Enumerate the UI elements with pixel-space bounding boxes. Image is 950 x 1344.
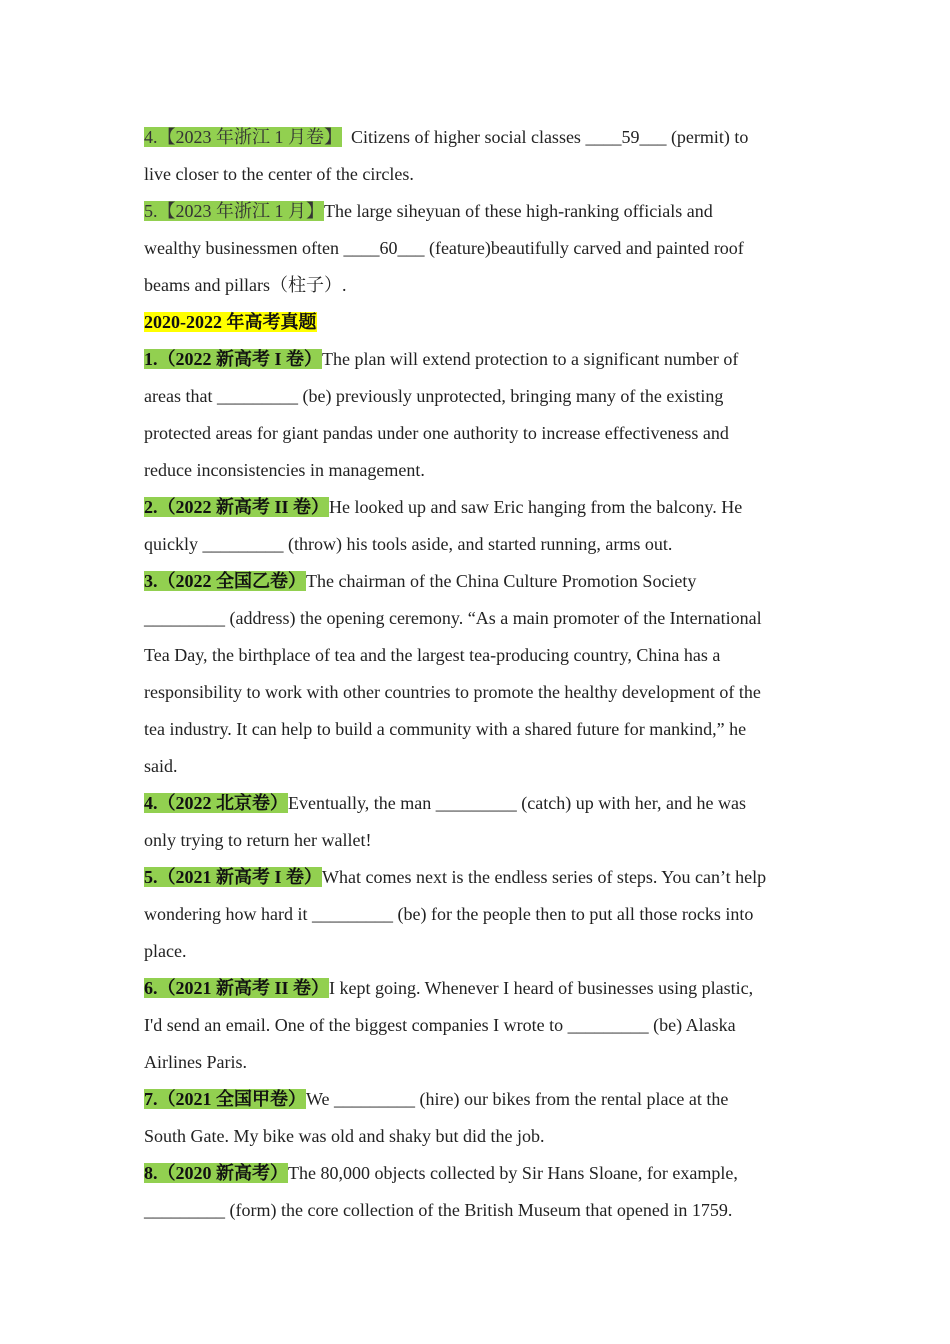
question-line: beams and pillars（柱子）.	[144, 275, 347, 295]
question-list	[144, 341, 812, 1229]
question-text: He looked up and saw Eric hanging from the balcony. He	[329, 497, 743, 517]
question-line: South Gate. My bike was old and shaky but did the job.	[144, 1126, 545, 1146]
question-tag: 1.（2022 新高考 I 卷）	[144, 349, 323, 369]
question-line	[144, 119, 812, 156]
question-text: Citizens of higher social classes ____59___ (permit) to	[351, 127, 749, 147]
question-text: The chairman of the China Culture Promotion Society	[306, 571, 697, 591]
question-tag: 2.（2022 新高考 II 卷）	[144, 497, 330, 517]
question-tag: 5.（2021 新高考 I 卷）	[144, 867, 323, 887]
question-line: quickly _________ (throw) his tools aside, and started running, arms out.	[144, 534, 673, 554]
question-line: protected areas for giant pandas under one authority to increase effectiveness and	[144, 423, 729, 443]
document-page	[144, 119, 812, 1229]
question-line	[144, 489, 812, 526]
question-line	[144, 970, 812, 1007]
question-text: Eventually, the man _________ (catch) up with her, and he was	[288, 793, 746, 813]
question-text: We _________ (hire) our bikes from the rental place at the	[306, 1089, 729, 1109]
question-line	[144, 563, 812, 600]
question-line: Tea Day, the birthplace of tea and the largest tea-producing country, China has a	[144, 645, 721, 665]
question-line	[144, 785, 812, 822]
question-line: only trying to return her wallet!	[144, 830, 372, 850]
question-line	[144, 193, 812, 230]
question-text: The large siheyuan of these high-ranking officials and	[324, 201, 713, 221]
question-line: tea industry. It can help to build a community with a shared future for mankind,” he	[144, 719, 747, 739]
question-line: Airlines Paris.	[144, 1052, 247, 1072]
question-line: wealthy businessmen often ____60___ (feature)beautifully carved and painted roof	[144, 238, 744, 258]
question-tag: 3.（2022 全国乙卷）	[144, 571, 306, 591]
question-line: live closer to the center of the circles.	[144, 164, 414, 184]
question-tag: 4.（2022 北京卷）	[144, 793, 288, 813]
question-line: reduce inconsistencies in management.	[144, 460, 425, 480]
question-tag: 4.【2023 年浙江 1 月卷】	[144, 127, 342, 147]
section-heading: 2020-2022 年高考真题	[144, 312, 317, 332]
question-line: wondering how hard it _________ (be) for the people then to put all those rocks into	[144, 904, 754, 924]
question-line: said.	[144, 756, 178, 776]
section-heading-line	[144, 304, 812, 341]
question-line	[144, 1081, 812, 1118]
question-line	[144, 1155, 812, 1192]
question-tag: 5.【2023 年浙江 1 月】	[144, 201, 324, 221]
question-text: The plan will extend protection to a significant number of	[322, 349, 739, 369]
question-line: I'd send an email. One of the biggest companies I wrote to _________ (be) Alaska	[144, 1015, 736, 1035]
question-tag: 6.（2021 新高考 II 卷）	[144, 978, 330, 998]
question-line	[144, 859, 812, 896]
question-line: responsibility to work with other countries to promote the healthy development of the	[144, 682, 761, 702]
question-text: I kept going. Whenever I heard of businesses using plastic,	[329, 978, 754, 998]
question-tag: 8.（2020 新高考）	[144, 1163, 288, 1183]
question-line: areas that _________ (be) previously unprotected, bringing many of the existing	[144, 386, 724, 406]
question-line	[144, 341, 812, 378]
question-tag: 7.（2021 全国甲卷）	[144, 1089, 306, 1109]
question-text: The 80,000 objects collected by Sir Hans Sloane, for example,	[288, 1163, 738, 1183]
question-line: _________ (form) the core collection of the British Museum that opened in 1759.	[144, 1200, 733, 1220]
question-text: What comes next is the endless series of steps. You can’t help	[322, 867, 767, 887]
question-line: place.	[144, 941, 187, 961]
question-line: _________ (address) the opening ceremony. “As a main promoter of the International	[144, 608, 762, 628]
